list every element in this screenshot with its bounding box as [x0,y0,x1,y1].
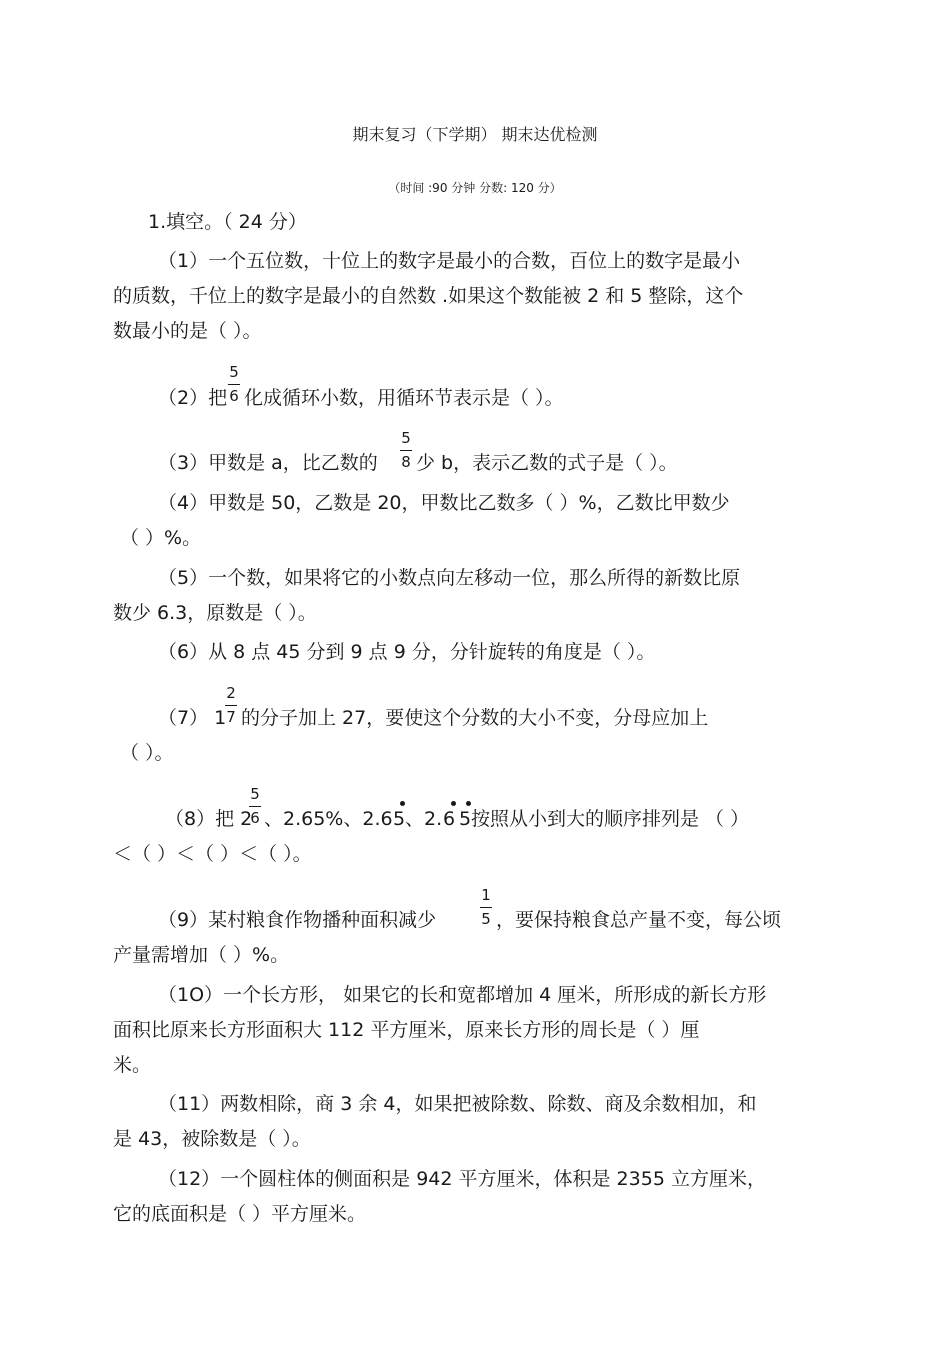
q2-pre: （2）把 [158,387,228,409]
q8-post: 按照从小到大的顺序排列是 （ ） [471,808,750,830]
q10-line2: 面积比原来长方形面积大 112 平方厘米，原来长方形的周长是（ ）厘 [113,1019,700,1041]
fraction-bar [225,705,237,706]
fraction-denominator: 6 [250,809,260,827]
q9-pre: （9）某村粮食作物播种面积减少 [158,909,437,931]
q3-pre: （3）甲数是 a，比乙数的 [158,452,378,474]
q2-post: 化成循环小数，用循环节表示是（ ）。 [244,387,564,409]
q8-mid2: 、2. [405,808,443,830]
q6-line1: （6）从 8 点 45 分到 9 点 9 分，分针旋转的角度是（ ）。 [158,641,656,663]
page-subtitle: （时间 :90 分钟 分数: 120 分） [388,181,562,195]
fraction-numerator: 5 [229,363,239,381]
q8-repeating-digit-2a: 6 [443,808,456,830]
q9-post: ，要保持粮食总产量不变，每公顷 [496,909,782,931]
page-title: 期末复习（下学期） 期末达优检测 [352,125,598,144]
fraction-bar [249,806,261,807]
q8-line2: ＜（ ）＜（ ）＜（ ）。 [113,843,312,865]
q10-line1: （1O）一个长方形， 如果它的长和宽都增加 4 厘米，所形成的新长方形 [158,984,767,1006]
q12-line2: 它的底面积是（ ）平方厘米。 [113,1203,367,1225]
q8-pre: （8）把 2 [165,808,253,830]
fraction-bar [228,384,240,385]
fraction-bar [480,907,492,908]
q10-line3: 米。 [113,1054,152,1076]
section-heading: 1.填空。（ 24 分） [148,211,307,233]
q7-post: 的分子加上 27，要使这个分数的大小不变，分母应加上 [241,707,709,729]
q4-line2: （ ）%。 [120,527,202,549]
q1-line3: 数最小的是（ ）。 [113,320,262,342]
q4-line1: （4）甲数是 50，乙数是 20，甲数比乙数多（ ）%，乙数比甲数少 [158,492,730,514]
fraction-numerator: 2 [226,684,236,702]
fraction-numerator: 5 [401,429,411,447]
q8-repeating-digit-2b: 5 [459,808,472,830]
fraction-numerator: 5 [250,785,260,803]
fraction-denominator: 8 [401,453,411,471]
fraction-denominator: 5 [481,910,491,928]
q11-line1: （11）两数相除，商 3 余 4，如果把被除数、除数、商及余数相加，和 [158,1093,757,1115]
fraction-denominator: 7 [226,708,236,726]
q3-post: 少 b，表示乙数的式子是（ ）。 [416,452,678,474]
q5-line1: （5）一个数，如果将它的小数点向左移动一位，那么所得的新数比原 [158,567,741,589]
q1-line2: 的质数，千位上的数字是最小的自然数 .如果这个数能被 2 和 5 整除，这个 [113,285,744,307]
q1-line1: （1）一个五位数，十位上的数字是最小的合数，百位上的数字是最小 [158,250,741,272]
fraction-numerator: 1 [481,886,491,904]
q12-line1: （12）一个圆柱体的侧面积是 942 平方厘米，体积是 2355 立方厘米， [158,1168,766,1190]
repeat-dot [451,801,456,806]
q8-repeating-digit-1: 5 [393,808,406,830]
fraction-bar [400,450,412,451]
fraction-denominator: 6 [229,387,239,405]
q8-mid1: 、2.65%、2.6 [264,808,393,830]
q9-line2: 产量需增加（ ）%。 [113,944,290,966]
q5-line2: 数少 6.3，原数是（ ）。 [113,602,317,624]
q7-line2: （ ）。 [120,742,174,764]
q7-pre: （7） 1 [158,707,227,729]
q11-line2: 是 43，被除数是（ ）。 [113,1128,311,1150]
